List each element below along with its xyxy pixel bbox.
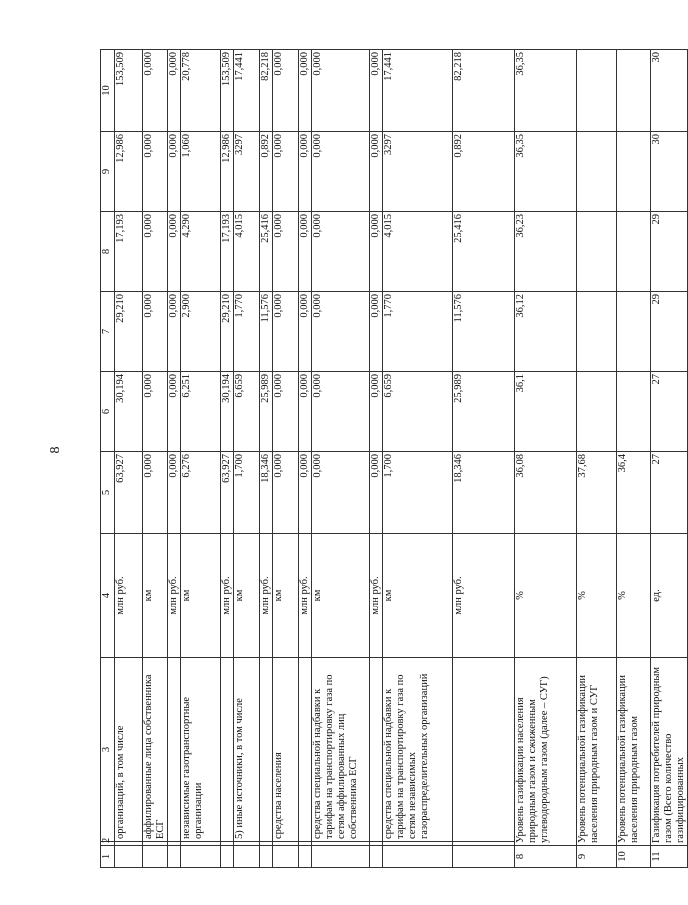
row-name-cell [143, 842, 168, 846]
row-number-cell [168, 846, 181, 868]
source-label-cell [260, 658, 273, 842]
unit-cell: % [577, 534, 617, 658]
value-cell: 36,4 [617, 452, 651, 534]
value-cell: 25,989 [453, 372, 515, 452]
value-cell [617, 132, 651, 212]
row-number-cell: 8 [515, 846, 577, 868]
row-number-cell [383, 846, 453, 868]
col-header-6: 6 [101, 372, 115, 452]
value-cell: 0,000 [370, 372, 383, 452]
value-cell: 153,509 [115, 50, 143, 132]
value-cell: 0,000 [273, 372, 299, 452]
value-cell: 82,218 [260, 50, 273, 132]
row-number-cell [221, 846, 234, 868]
value-cell: 0,000 [370, 132, 383, 212]
value-cell: 12,986 [221, 132, 234, 212]
unit-cell: км [181, 534, 221, 658]
value-cell: 0,000 [143, 292, 168, 372]
value-cell [617, 50, 651, 132]
value-cell: 0,000 [168, 292, 181, 372]
row-name-cell [453, 842, 515, 846]
table-row [370, 50, 383, 868]
value-cell: 12,986 [115, 132, 143, 212]
source-label-cell [168, 658, 181, 842]
value-cell: 0,000 [273, 212, 299, 292]
table-row [383, 50, 453, 868]
value-cell: 0,000 [143, 372, 168, 452]
table-row [260, 50, 273, 868]
value-cell: 0,000 [273, 452, 299, 534]
row-name-cell [273, 842, 299, 846]
value-cell: 30,194 [115, 372, 143, 452]
value-cell: 1,770 [383, 292, 453, 372]
col-header-4: 4 [101, 534, 115, 658]
value-cell: 0,000 [273, 132, 299, 212]
source-label-cell: аффилированные лица собственника ЕСГ [143, 658, 168, 842]
source-label-cell: независимые газотранспортные организации [181, 658, 221, 842]
unit-cell: млн руб. [221, 534, 234, 658]
value-cell: 36,1 [515, 372, 577, 452]
value-cell: 36,23 [515, 212, 577, 292]
value-cell: 30,194 [221, 372, 234, 452]
row-number-cell [453, 846, 515, 868]
table-row [168, 50, 181, 868]
row-number-cell [312, 846, 370, 868]
value-cell: 1,700 [383, 452, 453, 534]
table-row [299, 50, 312, 868]
row-number-cell [181, 846, 221, 868]
row-name-cell [383, 842, 453, 846]
value-cell: 29 [651, 212, 688, 292]
value-cell: 0,000 [299, 372, 312, 452]
table-row [312, 50, 370, 868]
table-row [181, 50, 221, 868]
value-cell: 0,000 [312, 372, 370, 452]
table-row [143, 50, 168, 868]
indicator-name-cell: Газификация потребителей природным газом (Всего количество газифицированных [651, 658, 688, 846]
value-cell: 0,892 [453, 132, 515, 212]
value-cell [577, 212, 617, 292]
value-cell [577, 292, 617, 372]
value-cell: 0,000 [370, 452, 383, 534]
row-number-cell: 10 [617, 846, 651, 868]
value-cell: 30 [651, 132, 688, 212]
value-cell: 1,060 [181, 132, 221, 212]
value-cell: 6,659 [383, 372, 453, 452]
value-cell: 0,000 [370, 212, 383, 292]
unit-cell: % [515, 534, 577, 658]
source-label-cell: средства специальной надбавки к тарифам на транспортировку газа по сетям аффилированных лиц собственника ЕСГ [312, 658, 370, 842]
row-number-cell [143, 846, 168, 868]
row-number-cell: 9 [577, 846, 617, 868]
value-cell: 0,000 [143, 212, 168, 292]
row-number-cell [370, 846, 383, 868]
summary-row [515, 50, 577, 868]
value-cell: 29,210 [221, 292, 234, 372]
value-cell: 0,000 [168, 452, 181, 534]
value-cell: 0,000 [312, 452, 370, 534]
value-cell: 36,35 [515, 50, 577, 132]
page-number: 8 [48, 446, 63, 454]
unit-cell: км [383, 534, 453, 658]
source-label-cell [221, 658, 234, 842]
value-cell: 36,08 [515, 452, 577, 534]
value-cell: 0,000 [168, 212, 181, 292]
row-name-cell [181, 842, 221, 846]
row-name-cell [260, 842, 273, 846]
col-header-8: 8 [101, 212, 115, 292]
value-cell: 29 [651, 292, 688, 372]
summary-row [577, 50, 617, 868]
value-cell [577, 132, 617, 212]
row-number-cell [115, 846, 143, 868]
value-cell: 1,770 [234, 292, 260, 372]
row-name-cell [115, 842, 143, 846]
header-row [101, 50, 115, 868]
unit-cell: млн руб. [168, 534, 181, 658]
table-row [221, 50, 234, 868]
value-cell: 0,000 [312, 132, 370, 212]
unit-cell: км [234, 534, 260, 658]
value-cell [617, 372, 651, 452]
value-cell [617, 212, 651, 292]
value-cell: 63,927 [115, 452, 143, 534]
value-cell: 0,000 [312, 50, 370, 132]
value-cell: 6,276 [181, 452, 221, 534]
row-number-cell [260, 846, 273, 868]
value-cell: 0,000 [143, 50, 168, 132]
value-cell: 17,441 [383, 50, 453, 132]
unit-cell: млн руб. [370, 534, 383, 658]
value-cell: 25,416 [260, 212, 273, 292]
value-cell: 4,015 [234, 212, 260, 292]
source-label-cell: организаций, в том числе [115, 658, 143, 842]
value-cell: 0,000 [273, 292, 299, 372]
value-cell: 30 [651, 50, 688, 132]
table-row [234, 50, 260, 868]
col-header-5: 5 [101, 452, 115, 534]
row-number-cell [299, 846, 312, 868]
value-cell: 4,290 [181, 212, 221, 292]
row-number-cell: 11 [651, 846, 688, 868]
unit-cell: км [273, 534, 299, 658]
value-cell: 17,441 [234, 50, 260, 132]
value-cell: 4,015 [383, 212, 453, 292]
value-cell: 11,576 [260, 292, 273, 372]
value-cell: 11,576 [453, 292, 515, 372]
unit-cell: млн руб. [260, 534, 273, 658]
col-header-1: 1 [101, 846, 115, 868]
table-row [115, 50, 143, 868]
indicator-name-cell: Уровень потенциальной газификации населения природным газом [617, 658, 651, 846]
value-cell: 0,000 [370, 50, 383, 132]
value-cell: 0,000 [273, 50, 299, 132]
value-cell: 27 [651, 452, 688, 534]
value-cell: 0,000 [299, 212, 312, 292]
value-cell: 17,193 [221, 212, 234, 292]
col-header-7: 7 [101, 292, 115, 372]
value-cell: 17,193 [115, 212, 143, 292]
table-row [453, 50, 515, 868]
value-cell: 18,346 [260, 452, 273, 534]
value-cell [617, 292, 651, 372]
value-cell: 153,509 [221, 50, 234, 132]
value-cell: 36,35 [515, 132, 577, 212]
value-cell: 0,000 [299, 132, 312, 212]
col-header-10: 10 [101, 50, 115, 132]
unit-cell: км [143, 534, 168, 658]
value-cell: 37,68 [577, 452, 617, 534]
unit-cell: млн руб. [453, 534, 515, 658]
value-cell: 2,900 [181, 292, 221, 372]
source-label-cell [299, 658, 312, 842]
value-cell: 0,000 [143, 132, 168, 212]
row-name-cell [370, 842, 383, 846]
value-cell [577, 50, 617, 132]
unit-cell: % [617, 534, 651, 658]
row-name-cell [168, 842, 181, 846]
unit-cell: млн руб. [115, 534, 143, 658]
value-cell: 0,000 [299, 452, 312, 534]
rotated-table-wrapper [100, 50, 686, 868]
value-cell: 29,210 [115, 292, 143, 372]
value-cell: 3297 [383, 132, 453, 212]
value-cell: 82,218 [453, 50, 515, 132]
row-name-cell [312, 842, 370, 846]
source-label-cell: средства населения [273, 658, 299, 842]
summary-rows [515, 50, 688, 868]
source-label-cell: средства специальной надбавки к тарифам на транспортировку газа по сетям независимых газораспределительных организаций [383, 658, 453, 842]
value-cell: 0,892 [260, 132, 273, 212]
table-row [273, 50, 299, 868]
value-cell: 1,700 [234, 452, 260, 534]
value-cell: 0,000 [143, 452, 168, 534]
value-cell: 0,000 [299, 50, 312, 132]
indicator-name-cell: Уровень газификации населения природным газом и сжиженным углеводородным газом (далее – СУГ) [515, 658, 577, 846]
value-cell [577, 372, 617, 452]
investment-table [100, 49, 688, 868]
unit-cell: км [312, 534, 370, 658]
col-header-2: 2 [101, 842, 115, 846]
row-name-cell [299, 842, 312, 846]
detail-rows [115, 50, 515, 868]
value-cell: 0,000 [168, 50, 181, 132]
value-cell: 25,989 [260, 372, 273, 452]
value-cell: 0,000 [299, 292, 312, 372]
unit-cell: ед. [651, 534, 688, 658]
row-number-cell [234, 846, 260, 868]
value-cell: 0,000 [168, 132, 181, 212]
row-name-cell [221, 842, 234, 846]
value-cell: 0,000 [312, 292, 370, 372]
value-cell: 63,927 [221, 452, 234, 534]
row-name-cell [234, 842, 260, 846]
value-cell: 6,251 [181, 372, 221, 452]
summary-row [617, 50, 651, 868]
summary-row [651, 50, 688, 868]
value-cell: 0,000 [370, 292, 383, 372]
value-cell: 36,12 [515, 292, 577, 372]
unit-cell: млн руб. [299, 534, 312, 658]
col-header-3: 3 [101, 658, 115, 842]
col-header-9: 9 [101, 132, 115, 212]
value-cell: 6,659 [234, 372, 260, 452]
value-cell: 18,346 [453, 452, 515, 534]
source-label-cell [370, 658, 383, 842]
value-cell: 0,000 [168, 372, 181, 452]
indicator-name-cell: Уровень потенциальной газификации населения природным газом и СУГ [577, 658, 617, 846]
value-cell: 20,778 [181, 50, 221, 132]
source-label-cell [453, 658, 515, 842]
source-label-cell: 5) иные источники, в том числе [234, 658, 260, 842]
row-number-cell [273, 846, 299, 868]
value-cell: 3297 [234, 132, 260, 212]
value-cell: 0,000 [312, 212, 370, 292]
value-cell: 27 [651, 372, 688, 452]
value-cell: 25,416 [453, 212, 515, 292]
